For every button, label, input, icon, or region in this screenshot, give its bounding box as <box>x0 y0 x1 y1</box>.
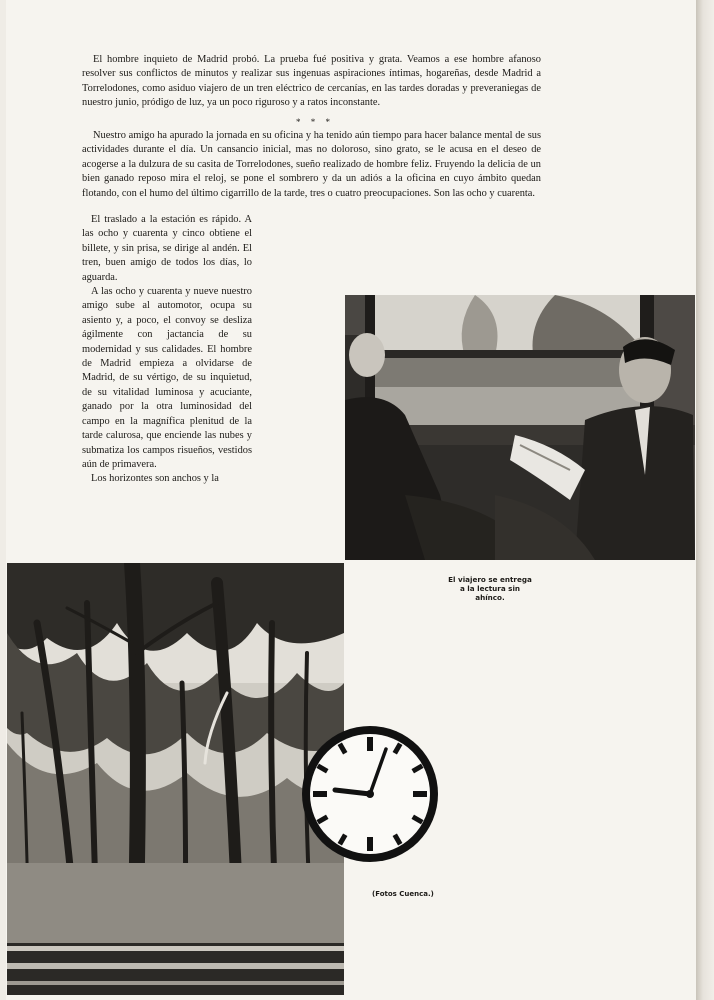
clock-hour-marker <box>413 791 427 797</box>
forest-photo <box>7 563 344 995</box>
photo-caption: El viajero se entrega a la lectura sin ahínco. <box>448 575 532 602</box>
forest-photo-graphic <box>7 563 344 995</box>
article-paragraph-5: Los horizontes son anchos y la <box>91 473 219 485</box>
photo-credit: (Fotos Cuenca.) <box>372 890 434 898</box>
clock-hour-marker <box>367 837 373 851</box>
train-photo-graphic <box>345 295 695 560</box>
page-edge <box>696 0 714 1000</box>
article-paragraph-3: El traslado a la estación es rápido. A las ocho y cuarenta y cinco obtiene el billete, y sin prisa, se dirige al andén. El tren, buen amigo de todos los días, lo aguarda. <box>82 214 252 283</box>
section-separator: * * * <box>296 117 334 127</box>
article-column <box>82 213 252 487</box>
clock-hour-marker <box>367 737 373 751</box>
article-paragraph-4: A las ocho y cuarenta y nueve nuestro amigo sube al automotor, ocupa su asiento y, a poco, el convoy se desliza ágilmente con jactancia de su modernidad y sus calidades. El hombre de Madrid empieza a olvidarse de Madrid, de su vértigo, de su inquietud, de su vitalidad luminosa y acuciante, ganado por la otra luminosidad del campo en la magnífica plenitud de la tarde calurosa, que enciende las nubes y submatiza los campos risueños, vestidos aún de primavera. <box>82 286 252 470</box>
train-photo <box>345 295 695 560</box>
clock-graphic <box>300 724 440 864</box>
article-paragraph-2: Nuestro amigo ha apurado la jornada en su oficina y ha tenido aún tiempo para hacer balance mental de sus actividades durante el día. Un cansancio inicial, mas no doloroso, sino grato, se le acusa en el deseo de acogerse a la dulzura de su casita de Torrelodones, sueño realizado de hombre feliz. Fruyendo la delicia de un bien ganado reposo mira el reloj, se pone el sombrero y da un adiós a la oficina en cuyo ámbito quedan flotando, con el humo del último cigarrillo de la tarde, tres o cuatro preocupaciones. Son las ocho y cuarenta. <box>82 130 541 199</box>
article-paragraph-1: El hombre inquieto de Madrid probó. La prueba fué positiva y grata. Veamos a ese hombre afanoso resolver sus conflictos de minutos y realizar sus ingenuas aspiraciones íntimas, hogareñas, desde Madrid a Torrelodones, como asiduo viajero de un tren eléctrico de cercanías, en las tardes doradas y preveraniegas de nuestro junio, pródigo de luz, ya un poco riguroso y a ratos inconstante. <box>82 54 541 109</box>
clock-hour-marker <box>313 791 327 797</box>
